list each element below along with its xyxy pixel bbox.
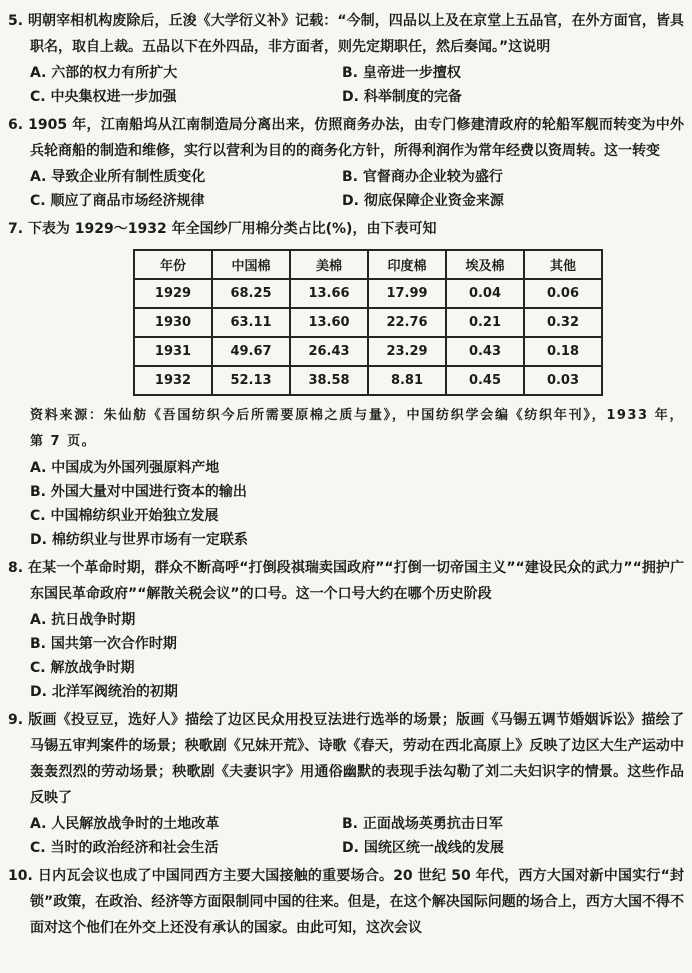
table-header-row	[134, 250, 602, 279]
question-6-option-a: A. 导致企业所有制性质变化	[30, 169, 206, 185]
table-header-cell: 埃及棉	[446, 250, 524, 279]
question-9	[8, 707, 684, 860]
table-cell: 8.81	[368, 366, 446, 395]
question-8-option-d: D. 北洋军阀统治的初期	[30, 684, 178, 700]
table-cell: 0.03	[524, 366, 602, 395]
question-8-text: 在某一个革命时期，群众不断高呼“打倒段祺瑞卖国政府”“打倒一切帝国主义”“建设民众的武力”“拥护广东国民革命政府”“解散关税会议”的口号。这一个口号大约在哪个历史阶段	[28, 560, 685, 602]
question-6	[8, 112, 684, 213]
table-header-cell: 年份	[134, 250, 212, 279]
table-cell: 26.43	[290, 337, 368, 366]
question-8-option-c: C. 解放战争时期	[30, 660, 135, 676]
table-header-cell: 美棉	[290, 250, 368, 279]
table-row	[134, 337, 602, 366]
question-10-stem	[8, 863, 684, 941]
question-9-options	[8, 812, 684, 860]
question-8-number: 8.	[8, 560, 24, 576]
table-row	[134, 366, 602, 395]
question-7	[8, 216, 684, 552]
table-cell: 23.29	[368, 337, 446, 366]
question-7-options	[8, 456, 684, 552]
question-9-number: 9.	[8, 712, 24, 728]
question-9-option-b: B. 正面战场英勇抗击日军	[342, 816, 503, 832]
question-7-text: 下表为 1929～1932 年全国纱厂用棉分类占比(%)，由下表可知	[27, 221, 437, 237]
table-cell: 13.60	[290, 308, 368, 337]
table-cell: 63.11	[212, 308, 290, 337]
table-cell: 0.18	[524, 337, 602, 366]
question-5-option-c: C. 中央集权进一步加强	[30, 89, 177, 105]
question-6-text: 1905 年，江南船坞从江南制造局分离出来，仿照商务办法，由专门修建清政府的轮船军舰而转变为中外兵轮商船的制造和维修，实行以营利为目的的商务化方针，所得利润作为常年经费以资周转。这一转变	[28, 117, 684, 159]
question-10-number: 10.	[8, 868, 33, 884]
question-5-option-d: D. 科举制度的完备	[342, 89, 462, 105]
table-cell: 1930	[134, 308, 212, 337]
table-cell: 0.45	[446, 366, 524, 395]
table-cell: 49.67	[212, 337, 290, 366]
question-6-options	[8, 165, 684, 213]
table-source-citation: 资料来源：朱仙舫《吾国纺织今后所需要原棉之质与量》，中国纺织学会编《纺织年刊》，1933 年，第 7 页。	[30, 408, 684, 449]
question-9-option-d: D. 国统区统一战线的发展	[342, 840, 504, 856]
question-5-options	[8, 61, 684, 109]
question-5-stem	[8, 8, 684, 60]
cotton-table-body	[134, 279, 602, 395]
question-9-text: 版画《投豆豆，选好人》描绘了边区民众用投豆法进行选举的场景；版画《马锡五调节婚姻诉讼》描绘了马锡五审判案件的场景；秧歌剧《兄妹开荒》、诗歌《春天，劳动在西北高原上》反映了边区大生产运动中轰轰烈烈的劳动场景；秧歌剧《夫妻识字》用通俗幽默的表现手法勾勒了刘二夫妇识字的情景。这些作品反映了	[28, 712, 685, 806]
question-7-number: 7.	[8, 221, 24, 237]
table-row	[134, 279, 602, 308]
question-6-option-b: B. 官督商办企业较为盛行	[342, 169, 503, 185]
table-cell: 0.04	[446, 279, 524, 308]
table-cell: 13.66	[290, 279, 368, 308]
question-5-number: 5.	[8, 13, 24, 29]
question-7-option-c: C. 中国棉纺织业开始独立发展	[30, 508, 219, 524]
question-9-stem	[8, 707, 684, 811]
question-8-option-b: B. 国共第一次合作时期	[30, 636, 177, 652]
question-8-options	[8, 608, 684, 704]
question-7-stem	[8, 216, 684, 242]
question-10	[8, 863, 684, 941]
question-5-text: 明朝宰相机构废除后，丘浚《大学衍义补》记载：“今制，四品以上及在京堂上五品官，在外方面官，皆具职名，取自上裁。五品以下在外四品，非方面者，则先定期职任，然后奏闻。”这说明	[28, 13, 684, 55]
question-8	[8, 555, 684, 704]
cotton-table-head	[134, 250, 602, 279]
table-header-cell: 中国棉	[212, 250, 290, 279]
table-cell: 0.32	[524, 308, 602, 337]
question-7-option-b: B. 外国大量对中国进行资本的输出	[30, 484, 247, 500]
question-5-option-b: B. 皇帝进一步擅权	[342, 65, 461, 81]
table-cell: 38.58	[290, 366, 368, 395]
table-cell: 52.13	[212, 366, 290, 395]
question-6-number: 6.	[8, 117, 24, 133]
cotton-usage-table	[133, 249, 603, 396]
question-6-option-c: C. 顺应了商品市场经济规律	[30, 193, 205, 209]
table-cell: 1931	[134, 337, 212, 366]
table-cell: 0.43	[446, 337, 524, 366]
question-8-stem	[8, 555, 684, 607]
table-row	[134, 308, 602, 337]
table-cell: 1932	[134, 366, 212, 395]
table-header-cell: 印度棉	[368, 250, 446, 279]
table-cell: 0.21	[446, 308, 524, 337]
table-cell: 68.25	[212, 279, 290, 308]
question-6-stem	[8, 112, 684, 164]
table-cell: 1929	[134, 279, 212, 308]
question-7-option-a: A. 中国成为外国列强原料产地	[30, 460, 220, 476]
table-cell: 22.76	[368, 308, 446, 337]
question-8-option-a: A. 抗日战争时期	[30, 612, 136, 628]
table-cell: 17.99	[368, 279, 446, 308]
question-10-text: 日内瓦会议也成了中国同西方主要大国接触的重要场合。20 世纪 50 年代，西方大国对新中国实行“封锁”政策，在政治、经济等方面限制同中国的往来。但是，在这个解决国际问题的场合上，西方大国不得不面对这个他们在外交上还没有承认的国家。由此可知，这次会议	[30, 868, 684, 936]
question-9-option-a: A. 人民解放战争时的土地改革	[30, 816, 220, 832]
table-cell: 0.06	[524, 279, 602, 308]
question-7-option-d: D. 棉纺织业与世界市场有一定联系	[30, 532, 248, 548]
question-9-option-c: C. 当时的政治经济和社会生活	[30, 840, 219, 856]
question-5	[8, 8, 684, 109]
question-6-option-d: D. 彻底保障企业资金来源	[342, 193, 504, 209]
question-5-option-a: A. 六部的权力有所扩大	[30, 65, 178, 81]
table-header-cell: 其他	[524, 250, 602, 279]
